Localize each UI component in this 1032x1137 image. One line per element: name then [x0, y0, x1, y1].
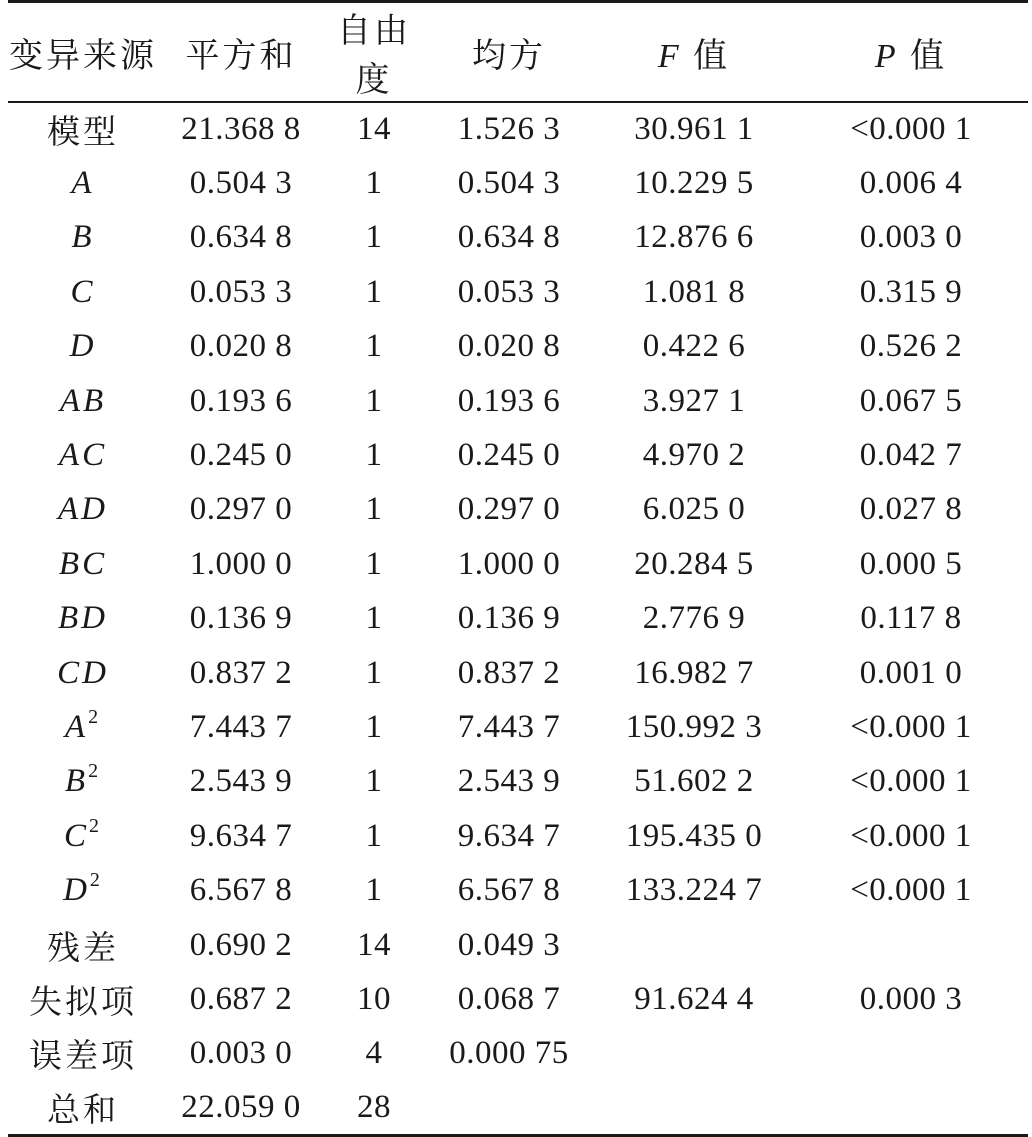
cell-degrees-of-freedom: 10: [357, 980, 391, 1017]
cell-mean-square: 6.567 8: [457, 872, 561, 909]
table-row: [8, 755, 1028, 809]
table-row: [8, 320, 1028, 374]
cell-p-value: [794, 918, 1028, 972]
cell-sum-of-squares: 0.053 3: [189, 273, 293, 310]
cell-f-value: [594, 1027, 794, 1081]
table-row: [8, 809, 1028, 863]
cell-p-value: <0.000 1: [850, 872, 972, 909]
cell-f-value: 133.224 7: [625, 872, 763, 909]
header-source: 变异来源: [8, 2, 158, 103]
cell-sum-of-squares: 0.504 3: [189, 165, 293, 202]
table-row: [8, 265, 1028, 319]
cell-sum-of-squares: 21.368 8: [181, 111, 301, 148]
cell-degrees-of-freedom: 14: [357, 926, 391, 963]
cell-source: [8, 211, 158, 265]
cell-f-value: 51.602 2: [634, 763, 754, 800]
cell-degrees-of-freedom: 1: [365, 763, 383, 800]
cell-source: [8, 1081, 158, 1135]
cell-p-value: 0.006 4: [859, 165, 963, 202]
source-superscript: 2: [89, 814, 102, 837]
cell-mean-square: 1.000 0: [457, 545, 561, 582]
cell-sum-of-squares: 0.193 6: [189, 382, 293, 419]
source-label: 模型: [47, 115, 119, 152]
table-row: [8, 646, 1028, 700]
cell-sum-of-squares: 0.297 0: [189, 491, 293, 528]
cell-mean-square: 0.000 75: [449, 1035, 569, 1072]
cell-mean-square: 2.543 9: [457, 763, 561, 800]
source-label: A: [64, 708, 89, 745]
cell-p-value: <0.000 1: [850, 111, 972, 148]
cell-p-value: 0.003 0: [859, 219, 963, 256]
cell-mean-square: 0.049 3: [457, 926, 561, 963]
cell-degrees-of-freedom: 1: [365, 273, 383, 310]
cell-p-value: <0.000 1: [850, 763, 972, 800]
source-label: D: [69, 328, 97, 365]
cell-f-value: 6.025 0: [642, 491, 746, 528]
source-label: BD: [58, 600, 108, 637]
cell-degrees-of-freedom: 1: [365, 165, 383, 202]
table-row: [8, 863, 1028, 917]
source-label: 残差: [47, 930, 119, 967]
cell-degrees-of-freedom: 28: [324, 1081, 424, 1135]
cell-source: [8, 755, 158, 809]
cell-mean-square: 0.193 6: [457, 382, 561, 419]
source-superscript: 2: [88, 705, 102, 728]
cell-mean-square: 0.020 8: [457, 328, 561, 365]
cell-p-value: 0.042 7: [859, 437, 963, 474]
header-degrees-of-freedom: 自由度: [324, 2, 424, 103]
cell-p-value: 0.315 9: [859, 273, 963, 310]
source-label: BC: [58, 545, 108, 582]
source-label: C: [63, 817, 89, 854]
cell-f-value: 20.284 5: [634, 545, 754, 582]
cell-degrees-of-freedom: 1: [365, 328, 383, 365]
cell-degrees-of-freedom: 14: [357, 111, 391, 148]
header-sum-of-squares: 平方和: [158, 2, 324, 103]
cell-mean-square: 0.245 0: [457, 437, 561, 474]
cell-source: [8, 102, 158, 156]
cell-source: [8, 483, 158, 537]
source-label: C: [70, 273, 96, 310]
cell-source: [8, 1027, 158, 1081]
cell-degrees-of-freedom: 1: [365, 219, 383, 256]
cell-source: [8, 537, 158, 591]
cell-f-value: 0.422 6: [642, 328, 746, 365]
header-row: [8, 2, 1028, 103]
cell-sum-of-squares: 6.567 8: [189, 872, 293, 909]
source-label: AB: [59, 382, 107, 419]
header-mean-square: 均方: [424, 2, 594, 103]
cell-sum-of-squares: 0.837 2: [189, 654, 293, 691]
cell-degrees-of-freedom: 1: [365, 708, 383, 745]
cell-f-value: 16.982 7: [634, 654, 754, 691]
cell-f-value: [594, 1081, 794, 1135]
cell-source: [8, 972, 158, 1026]
source-label: B: [71, 219, 95, 256]
cell-source: [8, 646, 158, 700]
cell-mean-square: 0.136 9: [457, 600, 561, 637]
cell-f-value: 30.961 1: [634, 111, 754, 148]
cell-degrees-of-freedom: 1: [365, 872, 383, 909]
cell-f-value: 91.624 4: [634, 980, 754, 1017]
cell-p-value: 0.526 2: [859, 328, 963, 365]
cell-degrees-of-freedom: 1: [365, 600, 383, 637]
cell-mean-square: 0.297 0: [457, 491, 561, 528]
cell-sum-of-squares: 22.059 0: [158, 1081, 324, 1135]
table-body: [8, 102, 1028, 1135]
cell-source: [8, 592, 158, 646]
cell-f-value: 1.081 8: [642, 273, 746, 310]
cell-sum-of-squares: 0.003 0: [189, 1035, 293, 1072]
table-row: [8, 700, 1028, 754]
cell-sum-of-squares: 0.690 2: [189, 926, 293, 963]
cell-degrees-of-freedom: 1: [365, 654, 383, 691]
cell-f-value: 10.229 5: [634, 165, 754, 202]
cell-degrees-of-freedom: 1: [365, 437, 383, 474]
table-row: [8, 211, 1028, 265]
source-label: D: [63, 872, 90, 909]
cell-sum-of-squares: 9.634 7: [189, 817, 293, 854]
table-row: [8, 592, 1028, 646]
cell-mean-square: [424, 1081, 594, 1135]
cell-mean-square: 0.053 3: [457, 273, 561, 310]
cell-source: [8, 265, 158, 319]
cell-p-value: 0.027 8: [859, 491, 963, 528]
cell-sum-of-squares: 1.000 0: [189, 545, 293, 582]
source-label: AD: [58, 491, 108, 528]
table-row: [8, 374, 1028, 428]
cell-mean-square: 7.443 7: [457, 708, 561, 745]
source-label: AC: [58, 437, 108, 474]
anova-table: [8, 0, 1028, 1137]
cell-sum-of-squares: 0.687 2: [189, 980, 293, 1017]
table-row: [8, 483, 1028, 537]
cell-p-value: [794, 1027, 1028, 1081]
cell-p-value: 0.000 5: [859, 545, 963, 582]
cell-source: [8, 320, 158, 374]
cell-f-value: [594, 918, 794, 972]
cell-source: [8, 428, 158, 482]
source-superscript: 2: [88, 760, 102, 783]
cell-source: [8, 374, 158, 428]
cell-degrees-of-freedom: 1: [365, 545, 383, 582]
cell-source: [8, 918, 158, 972]
cell-sum-of-squares: 0.020 8: [189, 328, 293, 365]
cell-source: [8, 700, 158, 754]
cell-sum-of-squares: 0.634 8: [189, 219, 293, 256]
table-row: [8, 102, 1028, 156]
cell-mean-square: 9.634 7: [457, 817, 561, 854]
header-p-value: P 值: [794, 2, 1028, 103]
source-label: CD: [57, 654, 109, 691]
cell-f-value: 3.927 1: [642, 382, 746, 419]
cell-f-value: 195.435 0: [625, 817, 763, 854]
cell-sum-of-squares: 2.543 9: [189, 763, 293, 800]
cell-degrees-of-freedom: 1: [365, 491, 383, 528]
cell-sum-of-squares: 0.245 0: [189, 437, 293, 474]
cell-degrees-of-freedom: 1: [365, 817, 383, 854]
cell-p-value: 0.067 5: [859, 382, 963, 419]
cell-f-value: 2.776 9: [642, 600, 746, 637]
table-row: [8, 1027, 1028, 1081]
source-label: 误差项: [29, 1039, 137, 1076]
source-superscript: 2: [89, 869, 103, 892]
cell-mean-square: 1.526 3: [457, 111, 561, 148]
cell-p-value: 0.001 0: [859, 654, 963, 691]
table-row: [8, 918, 1028, 972]
cell-p-value: 0.117 8: [860, 600, 962, 637]
cell-p-value: <0.000 1: [850, 817, 972, 854]
cell-sum-of-squares: 7.443 7: [189, 708, 293, 745]
cell-source: [8, 863, 158, 917]
cell-degrees-of-freedom: 1: [365, 382, 383, 419]
cell-source: [8, 809, 158, 863]
cell-p-value: [794, 1081, 1028, 1135]
header-f-value: F 值: [594, 2, 794, 103]
table-row: [8, 1081, 1028, 1135]
cell-mean-square: 0.837 2: [457, 654, 561, 691]
cell-f-value: 4.970 2: [642, 437, 746, 474]
source-label: B: [64, 763, 89, 800]
cell-p-value: 0.000 3: [859, 980, 963, 1017]
cell-mean-square: 0.504 3: [457, 165, 561, 202]
cell-mean-square: 0.068 7: [457, 980, 561, 1017]
cell-f-value: 150.992 3: [625, 708, 763, 745]
cell-sum-of-squares: 0.136 9: [189, 600, 293, 637]
cell-p-value: <0.000 1: [850, 708, 972, 745]
cell-mean-square: 0.634 8: [457, 219, 561, 256]
anova-table-container: [8, 0, 1028, 1137]
cell-f-value: 12.876 6: [634, 219, 754, 256]
source-label: 失拟项: [29, 984, 137, 1021]
table-row: [8, 428, 1028, 482]
source-label: 总和: [47, 1092, 119, 1129]
table-row: [8, 537, 1028, 591]
table-row: [8, 156, 1028, 210]
source-label: A: [71, 165, 95, 202]
cell-source: [8, 156, 158, 210]
cell-degrees-of-freedom: 4: [365, 1035, 383, 1072]
table-row: [8, 972, 1028, 1026]
